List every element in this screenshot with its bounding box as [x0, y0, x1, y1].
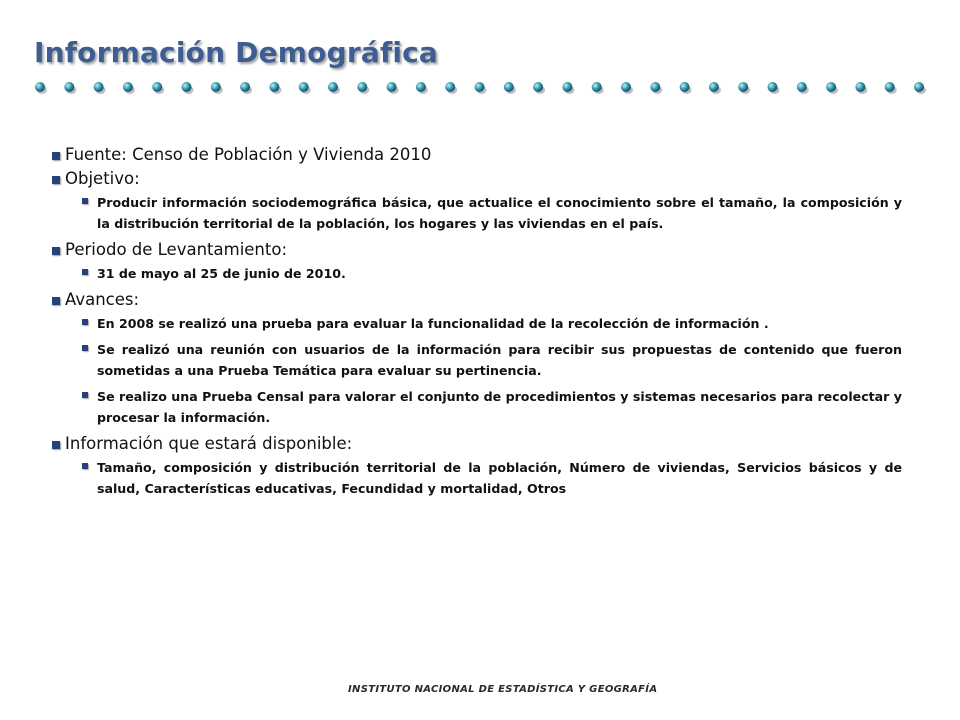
sub-item-text: Se realizó una reunión con usuarios de la información para recibir sus propuestas de contenido que fueron sometidas a una Prueba Temática para evaluar su pertinencia.: [97, 342, 902, 378]
list-item-text: Información que estará disponible:: [65, 434, 353, 453]
decorative-dot: [64, 82, 74, 92]
list-item-text: Periodo de Levantamiento:: [65, 240, 288, 259]
page-title: Información Demográfica: [34, 36, 439, 69]
decorative-dot: [768, 82, 778, 92]
square-bullet-icon: [82, 269, 88, 275]
decorative-dot: [738, 82, 748, 92]
sub-item-periodo: [50, 263, 902, 284]
sub-item-text: Tamaño, composición y distribución territorial de la población, Número de viviendas, Servicios básicos y de salud, Características educativas, Fecundidad y mortalidad, Otros: [97, 460, 902, 496]
list-item-avances: [50, 289, 902, 311]
list-item-text: Avances:: [65, 290, 140, 309]
sub-item-avances-2: [50, 339, 902, 381]
square-bullet-icon: [52, 441, 60, 449]
list-item-disponible: [50, 433, 902, 455]
decorative-dot: [914, 82, 924, 92]
decorative-dot: [533, 82, 543, 92]
decorative-dot: [35, 82, 45, 92]
decorative-dot: [826, 82, 836, 92]
square-bullet-icon: [82, 345, 88, 351]
square-bullet-icon: [82, 392, 88, 398]
decorative-dot: [328, 82, 338, 92]
decorative-dot: [299, 82, 309, 92]
list-item-text: Fuente: Censo de Población y Vivienda 2010: [65, 145, 432, 164]
decorative-dot: [269, 82, 279, 92]
decorative-dot: [797, 82, 807, 92]
decorative-dot: [592, 82, 602, 92]
square-bullet-icon: [82, 198, 88, 204]
sub-item-avances-3: [50, 386, 902, 428]
decorative-dot: [562, 82, 572, 92]
footer-institution: INSTITUTO NACIONAL DE ESTADÍSTICA Y GEOGRAFÍA: [348, 684, 658, 695]
square-bullet-icon: [52, 297, 60, 305]
list-item-objetivo: [50, 168, 902, 190]
square-bullet-icon: [52, 176, 60, 184]
decorative-dot: [240, 82, 250, 92]
decorative-dot: [650, 82, 660, 92]
sub-item-objetivo: [50, 192, 902, 234]
sub-item-disponible: [50, 457, 902, 499]
content-list: [50, 144, 902, 504]
decorative-dot: [855, 82, 865, 92]
list-item-fuente: [50, 144, 902, 166]
list-item-text: Objetivo:: [65, 169, 140, 188]
sub-item-text: Producir información sociodemográfica básica, que actualice el conocimiento sobre el tamaño, la composición y la distribución territorial de la población, los hogares y las viviendas en el país.: [97, 195, 902, 231]
decorative-dot: [94, 82, 104, 92]
decorative-dot: [475, 82, 485, 92]
square-bullet-icon: [82, 319, 88, 325]
decorative-dot: [387, 82, 397, 92]
decorative-dot: [680, 82, 690, 92]
square-bullet-icon: [52, 247, 60, 255]
sub-item-text: En 2008 se realizó una prueba para evaluar la funcionalidad de la recolección de información .: [97, 316, 769, 331]
decorative-dot: [357, 82, 367, 92]
sub-item-text: Se realizo una Prueba Censal para valorar el conjunto de procedimientos y sistemas necesarios para recolectar y procesar la información.: [97, 389, 902, 425]
decorative-dot: [416, 82, 426, 92]
decorative-dot: [152, 82, 162, 92]
sub-item-text: 31 de mayo al 25 de junio de 2010.: [97, 266, 346, 281]
sub-item-avances-1: [50, 313, 902, 334]
decorative-dot: [504, 82, 514, 92]
square-bullet-icon: [82, 463, 88, 469]
decorative-dot-row: [30, 77, 930, 97]
list-item-periodo: [50, 239, 902, 261]
decorative-dot: [885, 82, 895, 92]
decorative-dot: [621, 82, 631, 92]
decorative-dot: [211, 82, 221, 92]
decorative-dot: [123, 82, 133, 92]
decorative-dot: [445, 82, 455, 92]
square-bullet-icon: [52, 152, 60, 160]
decorative-dot: [709, 82, 719, 92]
decorative-dot: [182, 82, 192, 92]
